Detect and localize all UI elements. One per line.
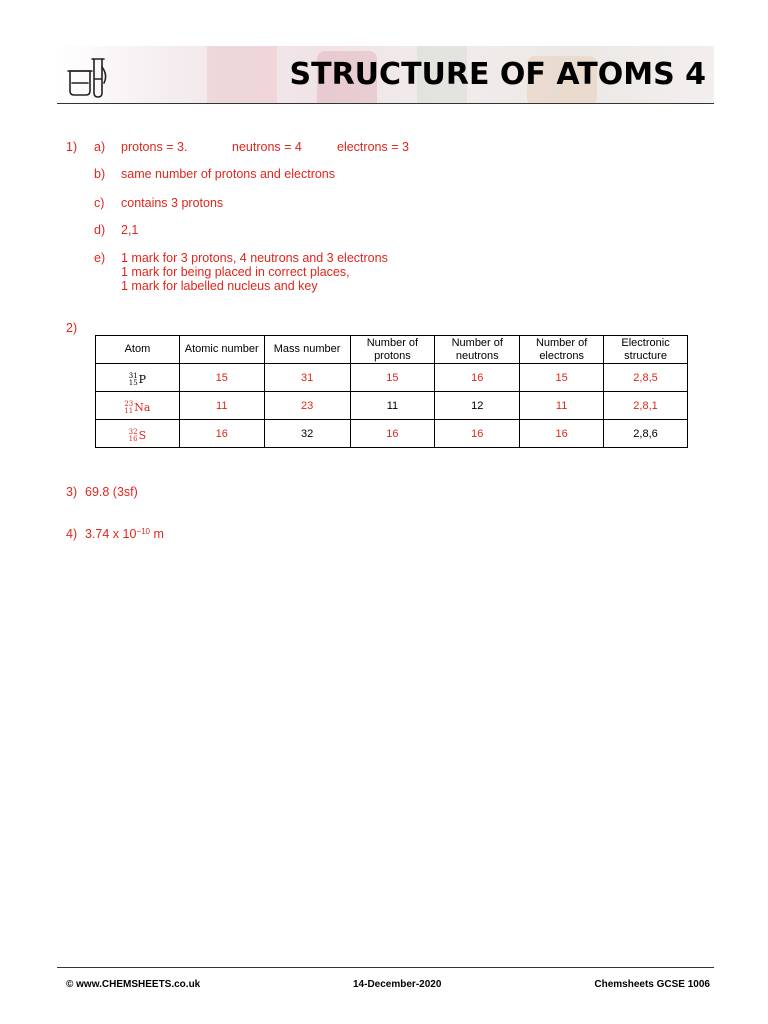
lab-glassware-icon [64,53,112,99]
nuclide-symbol [124,401,150,415]
table-cell: 31 [264,364,350,392]
element-symbol: S [138,429,147,442]
header-rule [57,103,714,104]
table-header-row [96,336,688,364]
mass-number: 23 [124,399,134,408]
mass-number: 32 [128,427,138,436]
element-symbol: Na [134,401,151,414]
header-cell: Number of neutrons [435,336,520,364]
table-cell: 16 [350,420,435,448]
table-cell: 32 [264,420,350,448]
header-cell: Atomic number [179,336,264,364]
table-cell: 12 [435,392,520,420]
q1c-answer: contains 3 protons [121,196,224,210]
table-cell: 2,8,1 [604,392,688,420]
header-cell: Mass number [264,336,350,364]
header-cell: Atom [96,336,180,364]
q4-answer-exponent: −10 [136,527,151,536]
header-cell: Number of electrons [520,336,604,364]
nuclide-numbers [124,401,133,415]
table-row [96,364,688,392]
nuclide-symbol [129,373,146,387]
atomic-number: 15 [128,378,138,387]
q1e-line-2: 1 mark for being placed in correct places, [121,265,350,279]
q2-number: 2) [66,321,78,335]
table-cell: 16 [520,420,604,448]
atomic-number: 16 [128,434,138,443]
q4-answer-unit: m [150,527,164,541]
table-cell: 15 [520,364,604,392]
table-cell: 16 [435,420,520,448]
q1-number: 1) [66,140,78,154]
atom-cell [96,420,180,448]
q1a-electrons: electrons = 3 [337,140,409,154]
atom-cell [96,364,180,392]
footer-rule [57,967,714,968]
footer-website: © www.CHEMSHEETS.co.uk [66,979,201,990]
q1e-label: e) [94,251,106,265]
footer-sheet-id: Chemsheets GCSE 1006 [594,979,710,990]
q4-answer-base: 3.74 x 10 [85,527,137,541]
q1e-line-1: 1 mark for 3 protons, 4 neutrons and 3 electrons [121,251,388,265]
atomic-number: 11 [124,406,134,415]
nuclide-numbers [129,373,138,387]
q4-number: 4) [66,527,78,541]
table-cell: 15 [179,364,264,392]
table-cell: 16 [179,420,264,448]
table-row [96,420,688,448]
q1b-answer: same number of protons and electrons [121,167,336,181]
table-cell: 23 [264,392,350,420]
nuclide-symbol [129,429,146,443]
page-title: STRUCTURE OF ATOMS 4 [289,57,706,92]
q1a-neutrons: neutrons = 4 [232,140,302,154]
q1d-answer: 2,1 [121,223,139,237]
q1a-label: a) [94,140,106,154]
q3-number: 3) [66,485,78,499]
nuclide-numbers [129,429,138,443]
table-cell: 15 [350,364,435,392]
table-row [96,392,688,420]
q4-answer [85,527,164,541]
element-symbol: P [138,373,147,386]
footer-date: 14-December-2020 [353,979,442,990]
table-cell: 11 [520,392,604,420]
table-cell: 2,8,5 [604,364,688,392]
header-cell: Electronic structure [604,336,688,364]
q1e-line-3: 1 mark for labelled nucleus and key [121,279,318,293]
atom-cell [96,392,180,420]
mass-number: 31 [128,371,138,380]
q1c-label: c) [94,196,105,210]
header-cell: Number of protons [350,336,435,364]
q1b-label: b) [94,167,106,181]
table-cell: 11 [179,392,264,420]
table-cell: 2,8,6 [604,420,688,448]
q1a-protons: protons = 3. [121,140,188,154]
atoms-table [95,335,688,448]
q1d-label: d) [94,223,106,237]
q3-answer: 69.8 (3sf) [85,485,138,499]
table-cell: 11 [350,392,435,420]
table-cell: 16 [435,364,520,392]
